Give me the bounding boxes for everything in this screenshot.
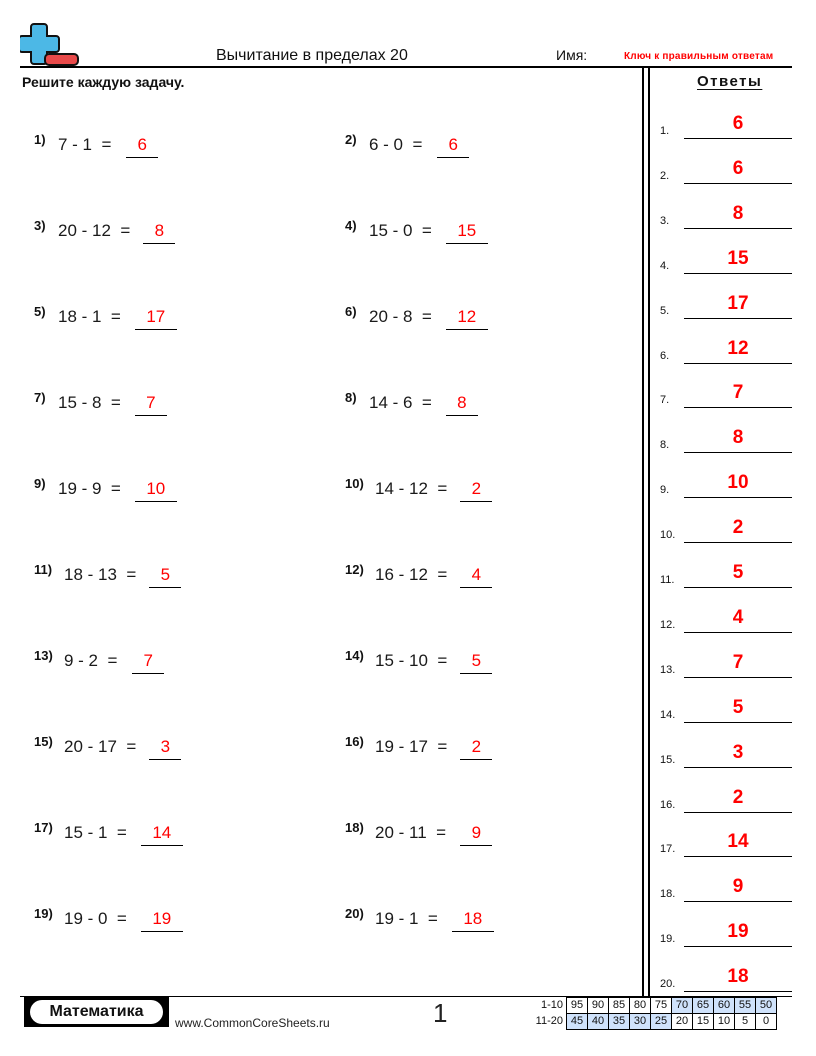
score-row (527, 1014, 777, 1030)
answer-blank[interactable] (437, 157, 469, 158)
answer-key-line[interactable] (684, 363, 792, 364)
problem-expression: 15 - 8 = (58, 393, 121, 412)
answer-key-row (660, 683, 792, 723)
answer-blank[interactable] (132, 673, 164, 674)
problem-expression: 20 - 8 = (369, 307, 432, 326)
score-cell: 35 (609, 1014, 630, 1030)
score-cell: 50 (756, 998, 777, 1014)
problem-answer: 19 (152, 909, 172, 928)
answer-key-row (660, 773, 792, 813)
answer-key-line[interactable] (684, 228, 792, 229)
answer-key-value: 2 (732, 517, 744, 539)
answer-blank[interactable] (460, 759, 492, 760)
worksheet-title: Вычитание в пределах 20 (216, 47, 408, 64)
score-cell: 85 (609, 998, 630, 1014)
answer-key-number: 7. (660, 394, 670, 407)
answer-blank[interactable] (460, 673, 492, 674)
problem-answer: 7 (146, 393, 156, 412)
answer-key-value: 19 (727, 921, 749, 943)
answer-key-line[interactable] (684, 901, 792, 902)
problem-expression: 14 - 12 = (375, 479, 448, 498)
answer-key-number: 9. (660, 484, 670, 497)
problem-expression: 20 - 17 = (64, 737, 137, 756)
problem-number: 3) (34, 218, 46, 233)
problem-answer: 12 (457, 307, 477, 326)
brand-label: Математика (30, 1000, 163, 1024)
problem-number: 5) (34, 304, 46, 319)
score-cell: 90 (588, 998, 609, 1014)
problem-answer: 15 (457, 221, 477, 240)
answer-key-number: 18. (660, 888, 676, 901)
problem-expression: 19 - 0 = (64, 909, 127, 928)
problem-number: 14) (345, 648, 364, 663)
answer-key-row (660, 413, 792, 453)
answer-key-number: 19. (660, 933, 676, 946)
answer-key-line[interactable] (684, 497, 792, 498)
problem-answer: 5 (471, 651, 482, 670)
plus-minus-logo-icon (20, 22, 80, 68)
answer-blank[interactable] (135, 329, 177, 330)
problem-number: 19) (34, 906, 53, 921)
problem-number: 18) (345, 820, 364, 835)
problem-expression: 20 - 12 = (58, 221, 131, 240)
answer-key-line[interactable] (684, 183, 792, 184)
problem-expression: 15 - 10 = (375, 651, 448, 670)
score-cell: 45 (567, 1014, 588, 1030)
score-cell: 40 (588, 1014, 609, 1030)
answer-blank[interactable] (460, 845, 492, 846)
answer-key-line[interactable] (684, 138, 792, 139)
answer-key-line[interactable] (684, 542, 792, 543)
score-cell: 65 (693, 998, 714, 1014)
score-cell: 10 (714, 1014, 735, 1030)
site-url: www.CommonCoreSheets.ru (175, 1016, 330, 1030)
answer-key-row (660, 189, 792, 229)
problem-answer: 6 (448, 135, 458, 154)
answer-key-line[interactable] (684, 767, 792, 768)
answer-blank[interactable] (126, 157, 158, 158)
answer-key-line[interactable] (684, 856, 792, 857)
answer-key-value: 9 (732, 876, 744, 898)
answer-key-number: 14. (660, 708, 676, 721)
answer-blank[interactable] (452, 931, 494, 932)
problem-answer: 8 (154, 221, 165, 240)
problem-answer: 7 (143, 651, 153, 670)
answer-blank[interactable] (141, 931, 183, 932)
problem-expression: 18 - 1 = (58, 307, 121, 326)
instructions: Решите каждую задачу. (22, 74, 185, 90)
answer-key-row (660, 368, 792, 408)
score-row (527, 998, 777, 1014)
problem-number: 10) (345, 476, 364, 491)
problem-expression: 15 - 0 = (369, 221, 432, 240)
problem-answer: 6 (137, 135, 147, 154)
problem-expression: 18 - 13 = (64, 565, 137, 584)
problem-answer: 5 (160, 565, 171, 584)
answer-blank[interactable] (446, 243, 488, 244)
answer-key-value: 7 (732, 382, 744, 404)
problem-expression: 20 - 11 = (375, 823, 447, 842)
answer-key-value: 8 (732, 427, 744, 449)
answer-key-value: 12 (727, 337, 749, 359)
answer-blank[interactable] (143, 243, 175, 244)
problem-number: 20) (345, 906, 364, 921)
problem-number: 6) (345, 304, 357, 319)
answer-key-row (660, 503, 792, 543)
score-cell: 25 (651, 1014, 672, 1030)
answer-key-row (660, 234, 792, 274)
problem-number: 2) (345, 132, 357, 147)
answer-key-number: 11. (660, 574, 675, 586)
score-cell: 5 (735, 1014, 756, 1030)
problem-expression: 16 - 12 = (375, 565, 448, 584)
problem-number: 7) (34, 390, 46, 405)
answer-key-line[interactable] (684, 946, 792, 947)
answer-key-number: 6. (660, 349, 670, 362)
answer-key-value: 7 (732, 651, 744, 673)
answer-blank[interactable] (446, 329, 488, 330)
problem-answer: 10 (146, 479, 166, 498)
problem-answer: 14 (152, 823, 172, 842)
answer-blank[interactable] (149, 587, 181, 588)
answer-key-row (660, 458, 792, 498)
answer-key-value: 4 (732, 606, 744, 628)
answer-key-value: 17 (727, 292, 749, 314)
score-cell: 30 (630, 1014, 651, 1030)
answer-key-row (660, 548, 792, 588)
answer-key-number: 2. (660, 169, 670, 182)
answer-key-number: 12. (660, 618, 676, 631)
answer-key-number: 17. (660, 843, 676, 856)
answer-key-line[interactable] (684, 722, 792, 723)
problem-number: 9) (34, 476, 46, 491)
problem-number: 16) (345, 734, 364, 749)
answer-key-value: 5 (732, 696, 744, 718)
answer-key-number: 10. (660, 529, 676, 542)
answer-blank[interactable] (135, 415, 167, 416)
column-divider-right (648, 66, 650, 998)
answer-key-row (660, 99, 792, 139)
score-cell: 70 (672, 998, 693, 1014)
problem-answer: 3 (160, 737, 171, 756)
answer-key-row (660, 862, 792, 902)
answer-key-row (660, 728, 792, 768)
problem-number: 4) (345, 218, 357, 233)
answer-key-number: 1. (660, 125, 670, 137)
header-divider (20, 66, 792, 68)
answer-key-row (660, 279, 792, 319)
answer-key-number: 4. (660, 259, 670, 272)
answer-key-line[interactable] (684, 587, 792, 588)
score-row-label: 11-20 (535, 1015, 563, 1027)
answer-key-value: 10 (727, 472, 749, 494)
problem-expression: 19 - 9 = (58, 479, 121, 498)
answer-key-number: 8. (660, 439, 670, 452)
problem-expression: 19 - 1 = (375, 909, 438, 928)
answer-key-value: 8 (732, 202, 744, 224)
problem-answer: 9 (471, 823, 482, 842)
problem-number: 11) (34, 562, 53, 577)
answer-key-value: 15 (727, 247, 749, 269)
problem-number: 17) (34, 820, 53, 835)
score-cell: 80 (630, 998, 651, 1014)
score-table (527, 997, 777, 1030)
problem-expression: 14 - 6 = (369, 393, 432, 412)
problem-answer: 4 (471, 565, 482, 584)
problem-answer: 17 (146, 307, 166, 326)
answer-key-label: Ключ к правильным ответам (624, 51, 774, 62)
answer-key-line[interactable] (684, 452, 792, 453)
problem-answer: 2 (471, 737, 482, 756)
answer-key-line[interactable] (684, 991, 792, 992)
answer-key-number: 16. (660, 798, 676, 811)
answer-key-number: 20. (660, 978, 676, 991)
answer-key-value: 2 (732, 786, 744, 808)
answer-key-row (660, 907, 792, 947)
answer-key-value: 14 (727, 831, 749, 853)
answer-key-value: 6 (732, 113, 744, 134)
answer-key-line[interactable] (684, 318, 792, 319)
answer-key-line[interactable] (684, 632, 792, 633)
problem-answer: 8 (457, 393, 467, 412)
answer-key-line[interactable] (684, 273, 792, 274)
answer-key-number: 15. (660, 753, 676, 766)
answer-key-value: 6 (732, 157, 744, 179)
problem-number: 15) (34, 734, 53, 749)
answer-key-number: 13. (660, 663, 676, 676)
answers-header: Ответы (697, 73, 763, 90)
answer-key-value: 3 (732, 741, 744, 763)
score-cell: 60 (714, 998, 735, 1014)
answer-blank[interactable] (446, 415, 478, 416)
problem-number: 8) (345, 390, 357, 405)
answer-blank[interactable] (149, 759, 181, 760)
answer-blank[interactable] (135, 501, 177, 502)
answer-blank[interactable] (460, 587, 492, 588)
answer-key-row (660, 593, 792, 633)
problem-expression: 15 - 1 = (64, 823, 127, 842)
answer-key-row (660, 952, 792, 992)
answer-key-row (660, 817, 792, 857)
answer-key-value: 18 (727, 966, 749, 988)
answer-key-line[interactable] (684, 812, 792, 813)
problem-expression: 7 - 1 = (58, 135, 112, 154)
name-label: Имя: (556, 47, 588, 63)
score-row-label: 1-10 (540, 999, 563, 1011)
score-cell: 20 (672, 1014, 693, 1030)
problem-expression: 9 - 2 = (64, 651, 118, 670)
answer-key-number: 5. (660, 304, 670, 317)
answer-key-row (660, 144, 792, 184)
answer-key-line[interactable] (684, 407, 792, 408)
answer-key-number: 3. (660, 214, 670, 227)
column-divider-left (642, 66, 644, 998)
problem-number: 1) (34, 132, 46, 147)
problem-expression: 19 - 17 = (375, 737, 448, 756)
page-number: 1 (433, 998, 448, 1028)
score-cell: 75 (651, 998, 672, 1014)
answer-blank[interactable] (141, 845, 183, 846)
score-cell: 55 (735, 998, 756, 1014)
problem-number: 13) (34, 648, 53, 663)
answer-key-line[interactable] (684, 677, 792, 678)
problem-expression: 6 - 0 = (369, 135, 423, 154)
score-cell: 0 (756, 1014, 777, 1030)
problem-answer: 18 (463, 909, 483, 928)
answer-key-row (660, 638, 792, 678)
answer-blank[interactable] (460, 501, 492, 502)
answer-key-value: 5 (732, 562, 744, 583)
score-cell: 95 (567, 998, 588, 1014)
score-cell: 15 (693, 1014, 714, 1030)
problem-answer: 2 (471, 479, 482, 498)
answer-key-row (660, 324, 792, 364)
problem-number: 12) (345, 562, 364, 577)
